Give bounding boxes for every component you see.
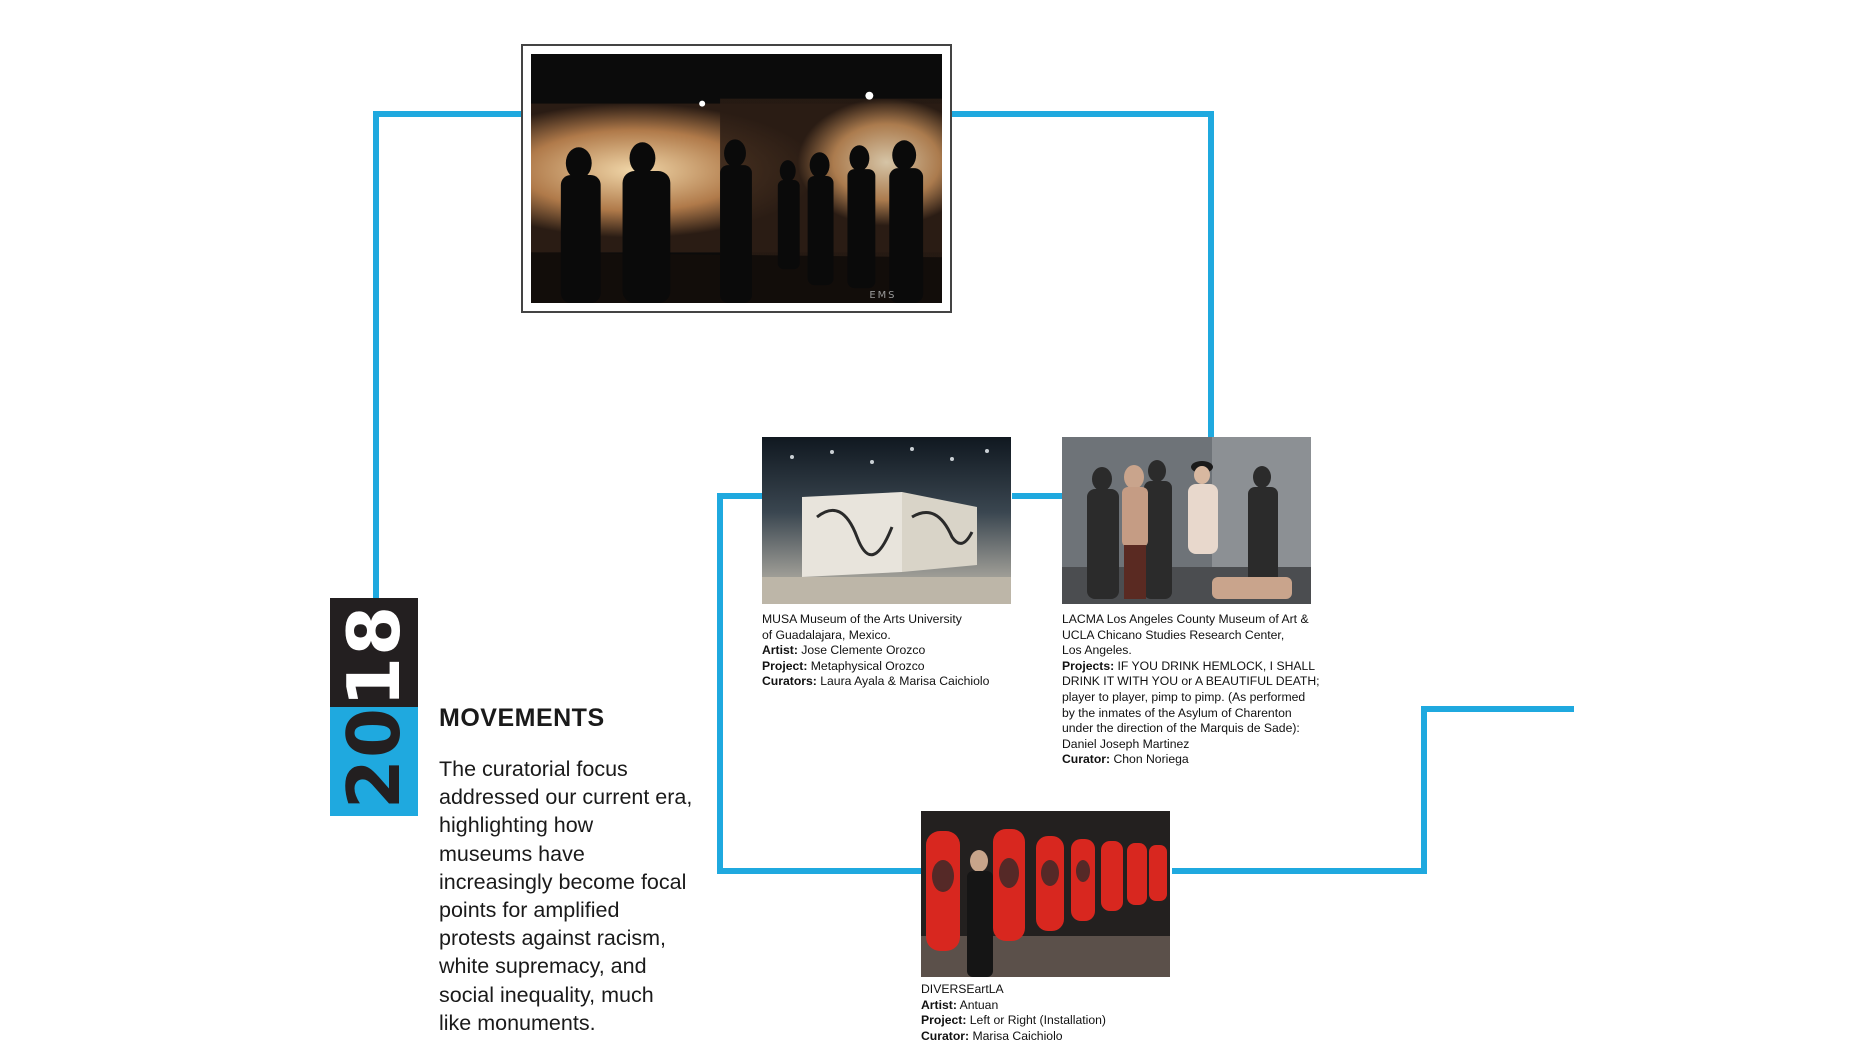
description-line: highlighting how — [439, 813, 594, 838]
projects-line: Daniel Joseph Martinez — [1062, 736, 1190, 751]
projects-value: IF YOU DRINK HEMLOCK, I SHALL — [1114, 658, 1316, 673]
artist-value: Antuan — [956, 997, 999, 1012]
lacma-performance-photo — [1062, 437, 1311, 604]
diverseartla-installation-photo — [921, 811, 1170, 977]
artist-label: Artist: — [921, 997, 957, 1012]
section-title: MOVEMENTS — [439, 704, 605, 732]
connector-top-right — [948, 114, 1211, 438]
caption-line: Los Angeles. — [1062, 643, 1132, 658]
caption-line: MUSA Museum of the Arts University — [762, 612, 962, 626]
project-label: Project: — [921, 1013, 967, 1028]
caption-line: of Guadalajara, Mexico. — [762, 627, 891, 642]
description-line: protests against racism, — [439, 926, 667, 951]
year-badge — [330, 598, 418, 816]
description-line: like monuments. — [439, 1010, 596, 1035]
year-label — [332, 604, 416, 810]
project-label: Project: — [762, 658, 808, 673]
projects-line: by the inmates of the Asylum of Charenton — [1062, 705, 1292, 720]
year-prefix: 20 — [332, 707, 416, 810]
musa-exhibition-photo — [762, 437, 1011, 604]
description-line: points for amplified — [439, 898, 620, 923]
projects-line: DRINK IT WITH YOU or A BEAUTIFUL DEATH; — [1062, 674, 1320, 689]
projects-line: under the direction of the Marquis de Sade): — [1062, 721, 1300, 736]
section-description — [439, 755, 692, 1037]
connector-top-left — [376, 114, 522, 598]
lacma-caption — [1062, 612, 1320, 768]
projects-line: player to player, pimp to pimp. (As performed — [1062, 689, 1306, 704]
diverseartla-caption — [921, 982, 1106, 1044]
musa-caption — [762, 612, 989, 690]
description-line: museums have — [439, 841, 585, 866]
description-line: social inequality, much — [439, 982, 654, 1007]
caption-line: LACMA Los Angeles County Museum of Art & — [1062, 612, 1309, 626]
immersive-projection-photo — [521, 44, 952, 313]
description-line: white supremacy, and — [439, 954, 647, 979]
project-value: Metaphysical Orozco — [807, 658, 925, 673]
svg-text:EMS: EMS — [869, 290, 897, 302]
description-line: addressed our current era, — [439, 785, 693, 810]
artist-label: Artist: — [762, 643, 798, 658]
description-line: The curatorial focus — [439, 757, 628, 781]
description-line: increasingly become focal — [439, 869, 687, 894]
caption-line: DIVERSEartLA — [921, 982, 1004, 996]
projects-label: Projects: — [1062, 658, 1115, 673]
curator-label: Curator: — [921, 1028, 970, 1043]
curators-label: Curators: — [762, 674, 817, 689]
curator-label: Curator: — [1062, 752, 1111, 767]
caption-line: UCLA Chicano Studies Research Center, — [1062, 627, 1285, 642]
year-suffix: 18 — [332, 604, 416, 707]
curators-value: Laura Ayala & Marisa Caichiolo — [816, 674, 990, 689]
artist-value: Jose Clemente Orozco — [797, 643, 926, 658]
curator-value: Marisa Caichiolo — [969, 1028, 1063, 1043]
project-value: Left or Right (Installation) — [966, 1013, 1106, 1028]
curator-value: Chon Noriega — [1110, 752, 1189, 767]
